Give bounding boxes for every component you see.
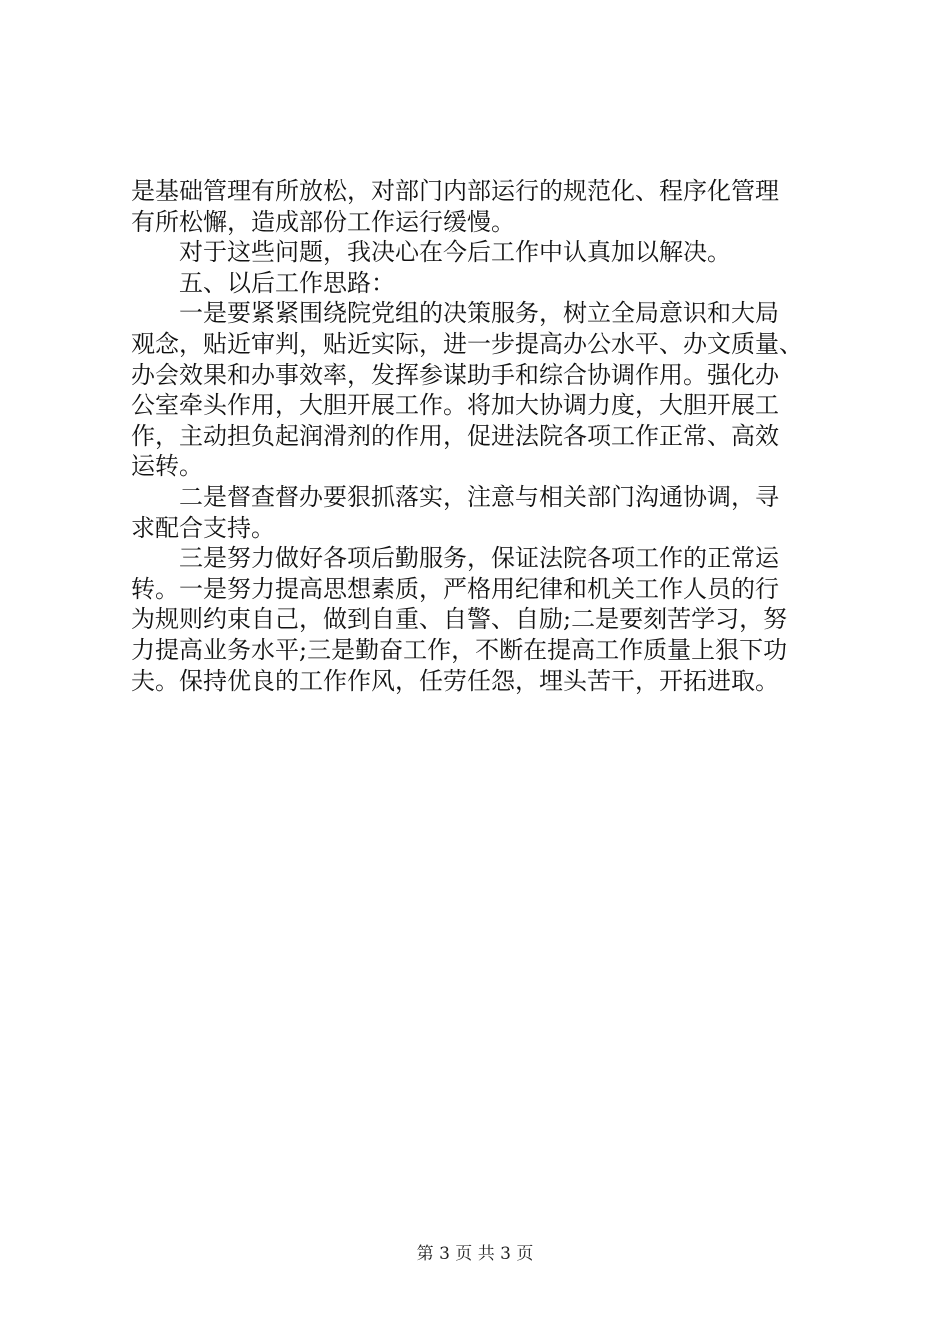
document-body — [131, 176, 843, 696]
text-line: 是基础管理有所放松，对部门内部运行的规范化、程序化管理 — [131, 177, 779, 205]
text-line: 有所松懈，造成部份工作运行缓慢。 — [131, 207, 515, 236]
page-footer — [0, 1244, 950, 1264]
page-number: 第 3 页 共 3 页 — [416, 1244, 534, 1264]
text-line: 夫。保持优良的工作作风，任劳任怨，埋头苦干，开拓进取。 — [131, 666, 779, 695]
paragraph-start: 三是努力做好各项后勤服务，保证法院各项工作的正常运 — [179, 544, 779, 573]
text-line: 力提高业务水平;三是勤奋工作，不断在提高工作质量上狠下功 — [131, 635, 788, 664]
text-line: 观念，贴近审判，贴近实际，进一步提高办公水平、办文质量、 — [131, 329, 803, 358]
text-line: 公室牵头作用，大胆开展工作。将加大协调力度，大胆开展工 — [131, 391, 779, 420]
paragraph-start: 一是要紧紧围绕院党组的决策服务，树立全局意识和大局 — [179, 299, 779, 328]
text-line: 办会效果和办事效率，发挥参谋助手和综合协调作用。强化办 — [131, 360, 779, 389]
text-line: 求配合支持。 — [131, 513, 275, 542]
text-line: 转。一是努力提高思想素质，严格用纪律和机关工作人员的行 — [131, 574, 779, 603]
text-line: 作，主动担负起润滑剂的作用，促进法院各项工作正常、高效 — [131, 421, 779, 450]
section-heading: 五、以后工作思路： — [179, 268, 395, 297]
paragraph-start: 二是督查督办要狠抓落实，注意与相关部门沟通协调，寻 — [179, 482, 779, 511]
text-line: 为规则约束自己，做到自重、自警、自励;二是要刻苦学习，努 — [131, 605, 788, 634]
text-line: 运转。 — [131, 452, 203, 481]
paragraph-start: 对于这些问题，我决心在今后工作中认真加以解决。 — [179, 238, 731, 267]
